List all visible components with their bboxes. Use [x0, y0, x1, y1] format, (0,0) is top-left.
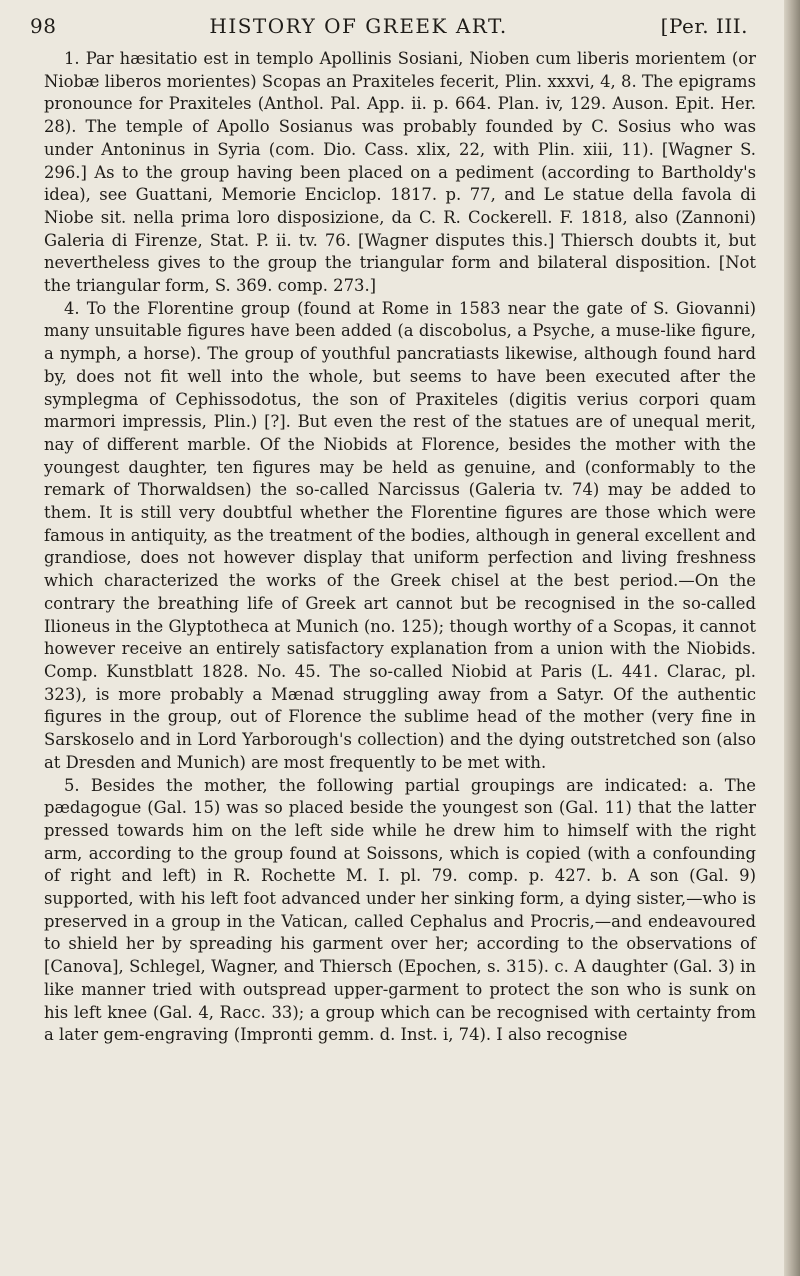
- running-header: [30, 14, 748, 48]
- note-paragraph-1: 1. Par hæsitatio est in templo Apollinis Sosiani, Nioben cum liberis morientem (or Niobæ liberos morientes) Scopas an Praxiteles fecerit, Plin. xxxvi, 4, 8. The epigrams pronounce for Praxiteles (Anthol. Pal. App. ii. p. 664. Plan. iv, 129. Auson. Epit. Her. 28). The temple of Apollo Sosianus was probably founded by C. Sosius who was under Antoninus in Syria (com. Dio. Cass. xlix, 22, with Plin. xiii, 11). [Wagner S. 296.] As to the group having been placed on a pediment (according to Bartholdy's idea), see Guattani, Memorie Enciclop. 1817. p. 77, and Le statue della favola di Niobe sit. nella prima loro disposizione, da C. R. Cockerell. F. 1818, also (Zannoni) Galeria di Firenze, Stat. P. ii. tv. 76. [Wagner disputes this.] Thiersch doubts it, but nevertheless gives to the group the triangular form and bilateral disposition. [Not the triangular form, S. 369. comp. 273.]: [44, 49, 756, 296]
- note-paragraph-4: 4. To the Florentine group (found at Rome in 1583 near the gate of S. Giovanni) many unsuitable figures have been added (a discobolus, a Psyche, a muse-like figure, a nymph, a horse). The group of youthful pancratiasts likewise, although found hard by, does not fit well into the whole, but seems to have been executed after the symplegma of Cephissodotus, the son of Praxiteles (digitis verius corpori quam marmori impressis, Plin.) [?]. But even the rest of the statues are of unequal merit, nay of different marble. Of the Niobids at Florence, besides the mother with the youngest daughter, ten figures may be held as genuine, and (conformably to the remark of Thorwaldsen) the so-called Narcissus (Galeria tv. 74) may be added to them. It is still very doubtful whether the Florentine figures are those which were famous in antiquity, as the treatment of the bodies, although in general excellent and grandiose, does not however display that uniform perfection and living freshness which characterized the works of the Greek chisel at the best period.—On the contrary the breathing life of Greek art cannot but be recognised in the so-called Ilioneus in the Glyptotheca at Munich (no. 125); though worthy of a Scopas, it cannot however receive an entirely satisfactory explanation from a union with the Niobids. Comp. Kunstblatt 1828. No. 45. The so-called Niobid at Paris (L. 441. Clarac, pl. 323), is more probably a Mænad struggling away from a Satyr. Of the authentic figures in the group, out of Florence the sublime head of the mother (very fine in Sarskoselo and in Lord Yarborough's collection) and the dying outstretched son (also at Dresden and Munich) are most frequently to be met with.: [44, 298, 756, 772]
- section-label: [Per. III.: [660, 14, 748, 38]
- page-edge-shadow: [784, 0, 800, 1276]
- running-title: HISTORY OF GREEK ART.: [209, 14, 508, 38]
- note-paragraph-5: 5. Besides the mother, the following partial groupings are indicated: a. The pædagogue (Gal. 15) was so placed beside the youngest son (Gal. 11) that the latter pressed towards him on the left side while he drew him to himself with the right arm, according to the group found at Soissons, which is copied (with a confounding of right and left) in R. Rochette M. I. pl. 79. comp. p. 427. b. A son (Gal. 9) supported, with his left foot advanced under her sinking form, a dying sister,—who is preserved in a group in the Vatican, called Cephalus and Procris,—and endeavoured to shield her by spreading his garment over her; according to the observations of [Canova], Schlegel, Wagner, and Thiersch (Epochen, s. 315). c. A daughter (Gal. 3) in like manner tried with outspread upper-garment to protect the son who is sunk on his left knee (Gal. 4, Racc. 33); a group which can be recognised with certainty from a later gem-engraving (Impronti gemm. d. Inst. i, 74). I also recognise: [44, 775, 756, 1045]
- page-body: [44, 48, 756, 1047]
- page-number: 98: [30, 14, 57, 38]
